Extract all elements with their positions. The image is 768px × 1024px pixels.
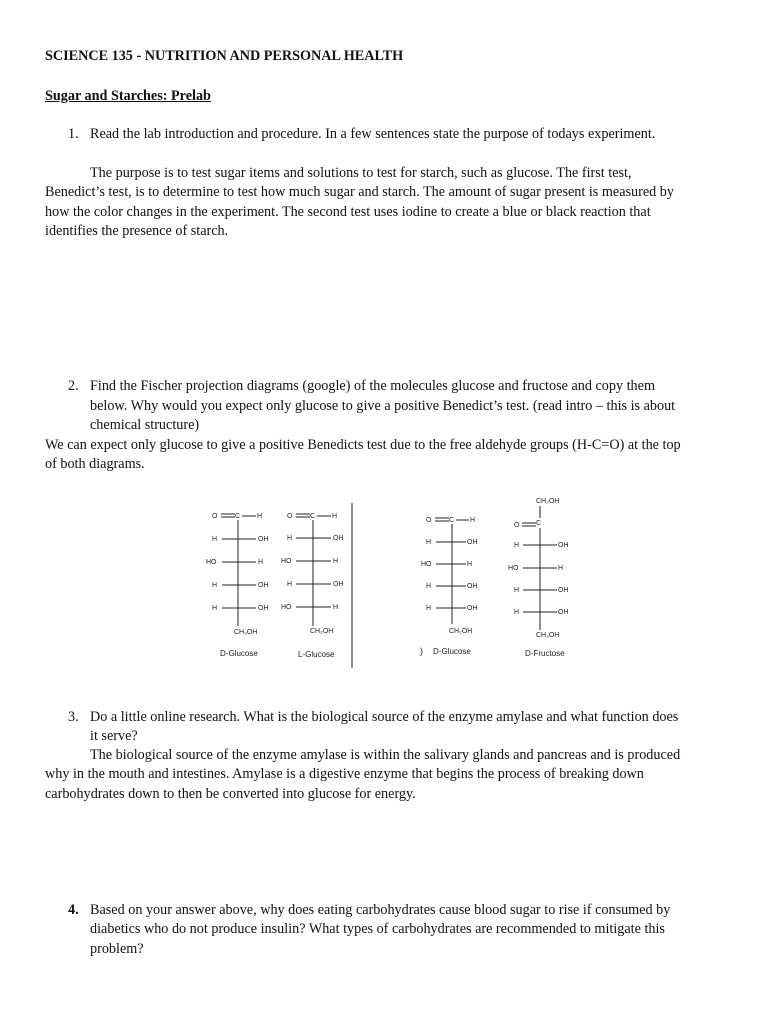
oh-label: OH xyxy=(333,581,344,588)
h-label: H xyxy=(426,605,432,612)
carbon-c: C xyxy=(235,513,241,520)
d-glucose-label: D-Glucose xyxy=(220,649,258,658)
ch2oh-label: CH₂OH xyxy=(234,629,258,636)
answer-1-line: The purpose is to test sugar items and solutions to test for starch, such as glucose. The first test, xyxy=(90,165,632,181)
course-title: SCIENCE 135 - NUTRITION AND PERSONAL HEALTH xyxy=(45,48,404,64)
ho-label: HO xyxy=(206,559,217,566)
question-4-prompt: diabetics who do not produce insulin? What types of carbohydrates are recommended to mitigate this xyxy=(90,921,665,937)
ho-label: HO xyxy=(281,604,292,611)
answer-3-line: why in the mouth and intestines. Amylase is a digestive enzyme that begins the process of breaking down xyxy=(45,766,644,782)
d-glucose-structure xyxy=(206,513,269,658)
h-label: H xyxy=(257,513,263,520)
h-label: H xyxy=(470,517,476,524)
question-3-prompt: it serve? xyxy=(90,728,138,744)
question-1-prompt: Read the lab introduction and procedure. In a few sentences state the purpose of todays experiment. xyxy=(90,126,656,142)
carbon-c: C xyxy=(310,513,316,520)
h-label: H xyxy=(287,535,293,542)
question-1-number: 1. xyxy=(68,126,79,142)
lab-title: Sugar and Starches: Prelab xyxy=(45,88,211,104)
question-4-prompt: Based on your answer above, why does eating carbohydrates cause blood sugar to rise if consumed by xyxy=(90,902,671,918)
ch2oh-label: CH₂OH xyxy=(310,628,334,635)
ch2oh-label: CH₂OH xyxy=(536,498,560,505)
d-glucose-structure-2 xyxy=(420,517,478,656)
h-label: H xyxy=(467,561,473,568)
oh-label: OH xyxy=(258,605,269,612)
h-label: H xyxy=(426,539,432,546)
h-label: H xyxy=(332,513,338,520)
ho-label: HO xyxy=(508,565,519,572)
answer-3-line: The biological source of the enzyme amylase is within the salivary glands and pancreas and is produced xyxy=(90,747,681,763)
question-2-number: 2. xyxy=(68,378,79,394)
h-label: H xyxy=(212,536,218,543)
ch2oh-label: CH₂OH xyxy=(536,632,560,639)
h-label: H xyxy=(258,559,264,566)
h-label: H xyxy=(558,565,564,572)
d-glucose-label-2: D-Glucose xyxy=(433,647,471,656)
h-label: H xyxy=(333,558,339,565)
bracket-mark: ) xyxy=(420,646,423,656)
l-glucose-label: L-Glucose xyxy=(298,650,335,659)
answer-1-line: Benedict’s test, is to determine to test how much sugar and starch. The amount of sugar present is measured by xyxy=(45,184,674,200)
answer-3-line: carbohydrates down to then be converted into glucose for energy. xyxy=(45,786,416,802)
oh-label: OH xyxy=(558,587,569,594)
ho-label: HO xyxy=(281,558,292,565)
d-fructose-label: D-Fructose xyxy=(525,649,565,658)
question-3-prompt: Do a little online research. What is the biological source of the enzyme amylase and what function does xyxy=(90,709,679,725)
ch2oh-label: CH₂OH xyxy=(449,628,473,635)
h-label: H xyxy=(333,604,339,611)
answer-2-line: We can expect only glucose to give a positive Benedicts test due to the free aldehyde groups (H-C=O) at the top xyxy=(45,437,681,453)
oh-label: OH xyxy=(467,583,478,590)
aldehyde-o: O xyxy=(287,513,293,520)
h-label: H xyxy=(287,581,293,588)
oh-label: OH xyxy=(467,539,478,546)
d-fructose-structure xyxy=(508,498,569,658)
h-label: H xyxy=(514,609,520,616)
h-label: H xyxy=(514,587,520,594)
ho-label: HO xyxy=(421,561,432,568)
ketone-o: O xyxy=(514,522,520,529)
question-4-number: 4. xyxy=(68,902,79,918)
question-3-number: 3. xyxy=(68,709,79,725)
carbon-c: C xyxy=(536,520,542,527)
oh-label: OH xyxy=(558,609,569,616)
oh-label: OH xyxy=(258,536,269,543)
h-label: H xyxy=(212,605,218,612)
oh-label: OH xyxy=(558,542,569,549)
answer-1-line: how the color changes in the experiment. The second test uses iodine to create a blue or black reaction that xyxy=(45,204,651,220)
oh-label: OH xyxy=(467,605,478,612)
oh-label: OH xyxy=(258,582,269,589)
question-2-prompt: Find the Fischer projection diagrams (google) of the molecules glucose and fructose and copy them xyxy=(90,378,655,394)
h-label: H xyxy=(514,542,520,549)
l-glucose-structure xyxy=(281,513,344,659)
h-label: H xyxy=(212,582,218,589)
h-label: H xyxy=(426,583,432,590)
oh-label: OH xyxy=(333,535,344,542)
aldehyde-o: O xyxy=(212,513,218,520)
question-2-prompt: chemical structure) xyxy=(90,417,200,433)
carbon-c: C xyxy=(449,517,455,524)
question-4-prompt: problem? xyxy=(90,941,144,957)
answer-2-line: of both diagrams. xyxy=(45,456,145,472)
question-2-prompt: below. Why would you expect only glucose to give a positive Benedict’s test. (read intro – this is about xyxy=(90,398,676,414)
answer-1-line: identifies the presence of starch. xyxy=(45,223,229,239)
aldehyde-o: O xyxy=(426,517,432,524)
